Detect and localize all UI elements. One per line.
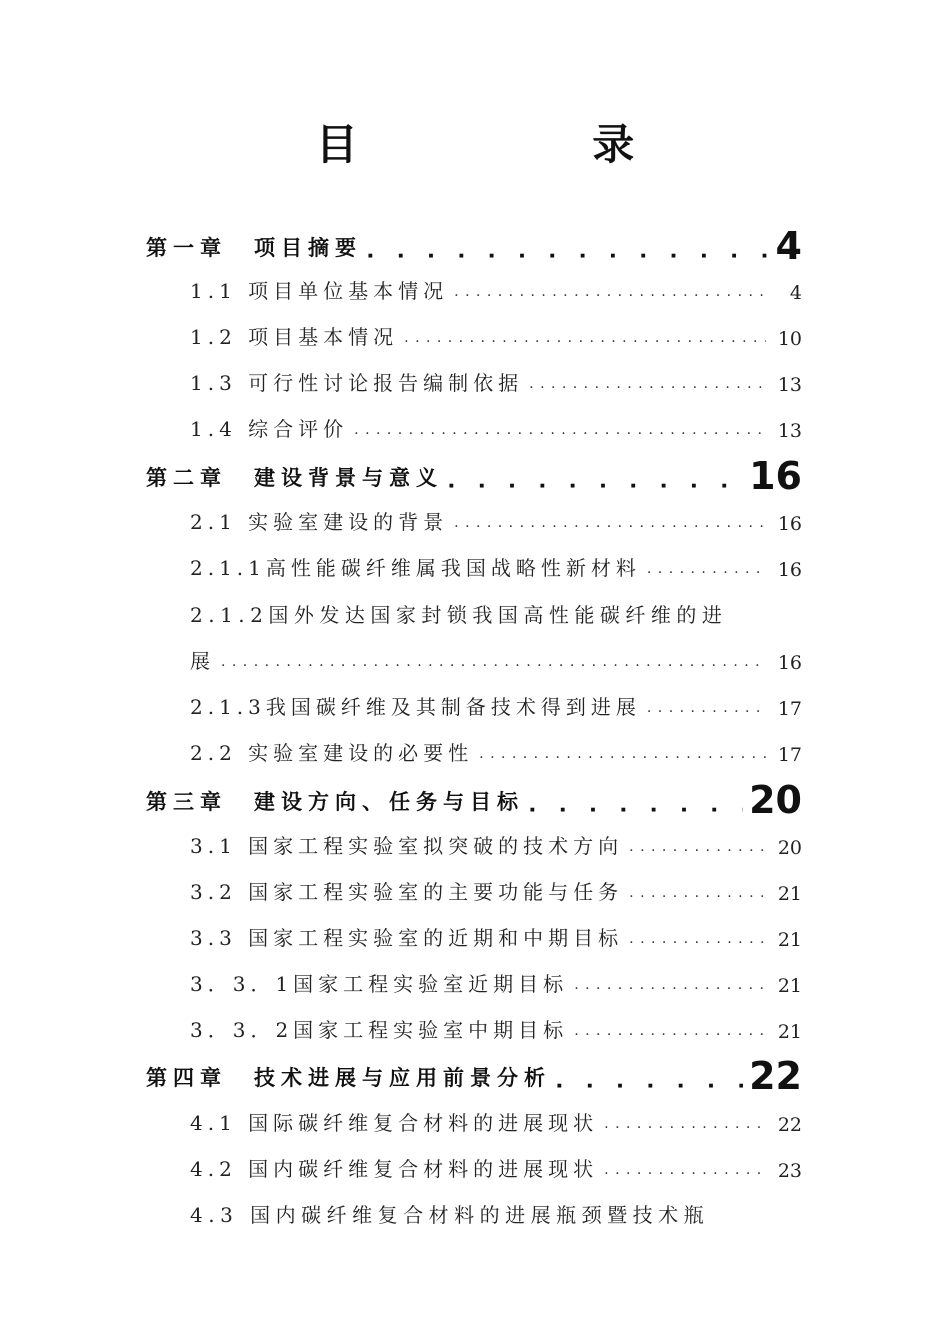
toc-chapter-2[interactable] [146,446,802,498]
toc-page-number: 13 [777,420,802,442]
toc-chapter-1[interactable] [146,216,802,268]
toc-chapter-3[interactable] [146,770,802,822]
toc-leader-dots [629,833,766,859]
toc-entry-label: 1.1 项目单位基本情况 [190,279,449,303]
toc-section-4-2[interactable] [190,1136,802,1182]
toc-leader-dots [529,370,766,396]
toc-section-3-1[interactable] [190,813,802,859]
toc-page-number: 16 [777,652,802,674]
toc-chapter-4[interactable] [146,1046,802,1098]
toc-entry-label: 4.2 国内碳纤维复合材料的进展现状 [190,1157,599,1181]
page-title: 目 录 [315,120,745,169]
toc-page-number: 17 [777,744,802,766]
toc-entry-label: 2.1.2国外发达国家封锁我国高性能碳纤维的进 [190,603,728,627]
toc-section-4-3[interactable] [190,1182,802,1228]
toc-section-2-1-1[interactable] [190,535,802,581]
toc-entry-label: 1.4 综合评价 [190,417,349,441]
toc-page-number: 23 [777,1160,802,1182]
toc-leader-dots [629,925,766,951]
toc-page-number: 22 [749,1054,802,1098]
toc-leader-dots [647,555,766,581]
toc-entry-label: 4.1 国际碳纤维复合材料的进展现状 [190,1111,599,1135]
toc-section-2-1[interactable] [190,489,802,535]
toc-entry-label: 3．3．1国家工程实验室近期目标 [190,972,569,996]
toc-section-1-2[interactable] [190,304,802,350]
toc-leader-dots [479,740,766,766]
toc-section-2-2[interactable] [190,720,802,766]
toc-page-number: 20 [749,778,802,822]
toc-entry-label: 3.1 国家工程实验室拟突破的技术方向 [190,834,624,858]
toc-leader-dots [404,324,766,350]
toc-entry-label: 3.3 国家工程实验室的近期和中期目标 [190,926,624,950]
toc-leader-dots [574,1017,766,1043]
toc-page-number: 10 [777,328,802,350]
toc-entry-label: 第一章 项目摘要 [146,236,362,260]
toc-entry-label: 4.3 国内碳纤维复合材料的进展瓶颈暨技术瓶 [190,1203,710,1227]
toc-section-3-3[interactable] [190,905,802,951]
toc-section-2-1-3[interactable] [190,674,802,720]
toc-page-number: 17 [777,698,802,720]
toc-entry-label: 展 [190,649,215,673]
toc-section-2-1-2[interactable] [190,582,802,628]
toc-page-number: 21 [777,975,802,997]
toc-page-number: 16 [777,559,802,581]
toc-page-number: 16 [777,513,802,535]
toc-leader-dots [354,416,766,442]
toc-entry-label: 第二章 建设背景与意义 [146,466,443,490]
toc-page-number: 21 [777,929,802,951]
toc-entry-label: 1.2 项目基本情况 [190,325,399,349]
toc-section-3-3-2[interactable] [190,997,802,1043]
toc-entry-label: 2.1 实验室建设的背景 [190,510,449,534]
toc-leader-dots [221,648,766,674]
toc-page-number: 16 [749,454,802,498]
toc-page-number: 4 [775,224,802,268]
toc-leader-dots [604,1156,766,1182]
toc-page-number: 22 [777,1114,802,1136]
toc-entry-label: 第三章 建设方向、任务与目标 [146,790,524,814]
toc-page-number: 21 [777,1021,802,1043]
toc-section-2-1-2-continued[interactable] [190,628,802,674]
toc-leader-dots [454,278,766,304]
toc-leader-dots [454,509,766,535]
toc-entry-label: 3．3．2国家工程实验室中期目标 [190,1018,569,1042]
toc-section-3-2[interactable] [190,859,802,905]
toc-entry-label: 2.1.3我国碳纤维及其制备技术得到进展 [190,695,641,719]
toc-section-1-4[interactable] [190,396,802,442]
toc-page-number: 20 [777,837,802,859]
toc-page-number: 21 [777,883,802,905]
toc-section-4-1[interactable] [190,1090,802,1136]
toc-entry-label: 第四章 技术进展与应用前景分析 [146,1066,551,1090]
toc-entry-label: 3.2 国家工程实验室的主要功能与任务 [190,880,624,904]
toc-page-number: 4 [789,282,802,304]
toc-section-1-3[interactable] [190,350,802,396]
toc-leader-dots [647,694,766,720]
toc-leader-dots [604,1110,766,1136]
toc-leader-dots [574,971,766,997]
toc-section-1-1[interactable] [190,258,802,304]
toc-leader-dots [557,1066,743,1092]
toc-leader-dots [629,879,766,905]
toc-section-3-3-1[interactable] [190,951,802,997]
toc-entry-label: 2.1.1高性能碳纤维属我国战略性新材料 [190,556,641,580]
toc-page-number: 13 [777,374,802,396]
toc-entry-label: 2.2 实验室建设的必要性 [190,741,474,765]
toc-entry-label: 1.3 可行性讨论报告编制依据 [190,371,524,395]
